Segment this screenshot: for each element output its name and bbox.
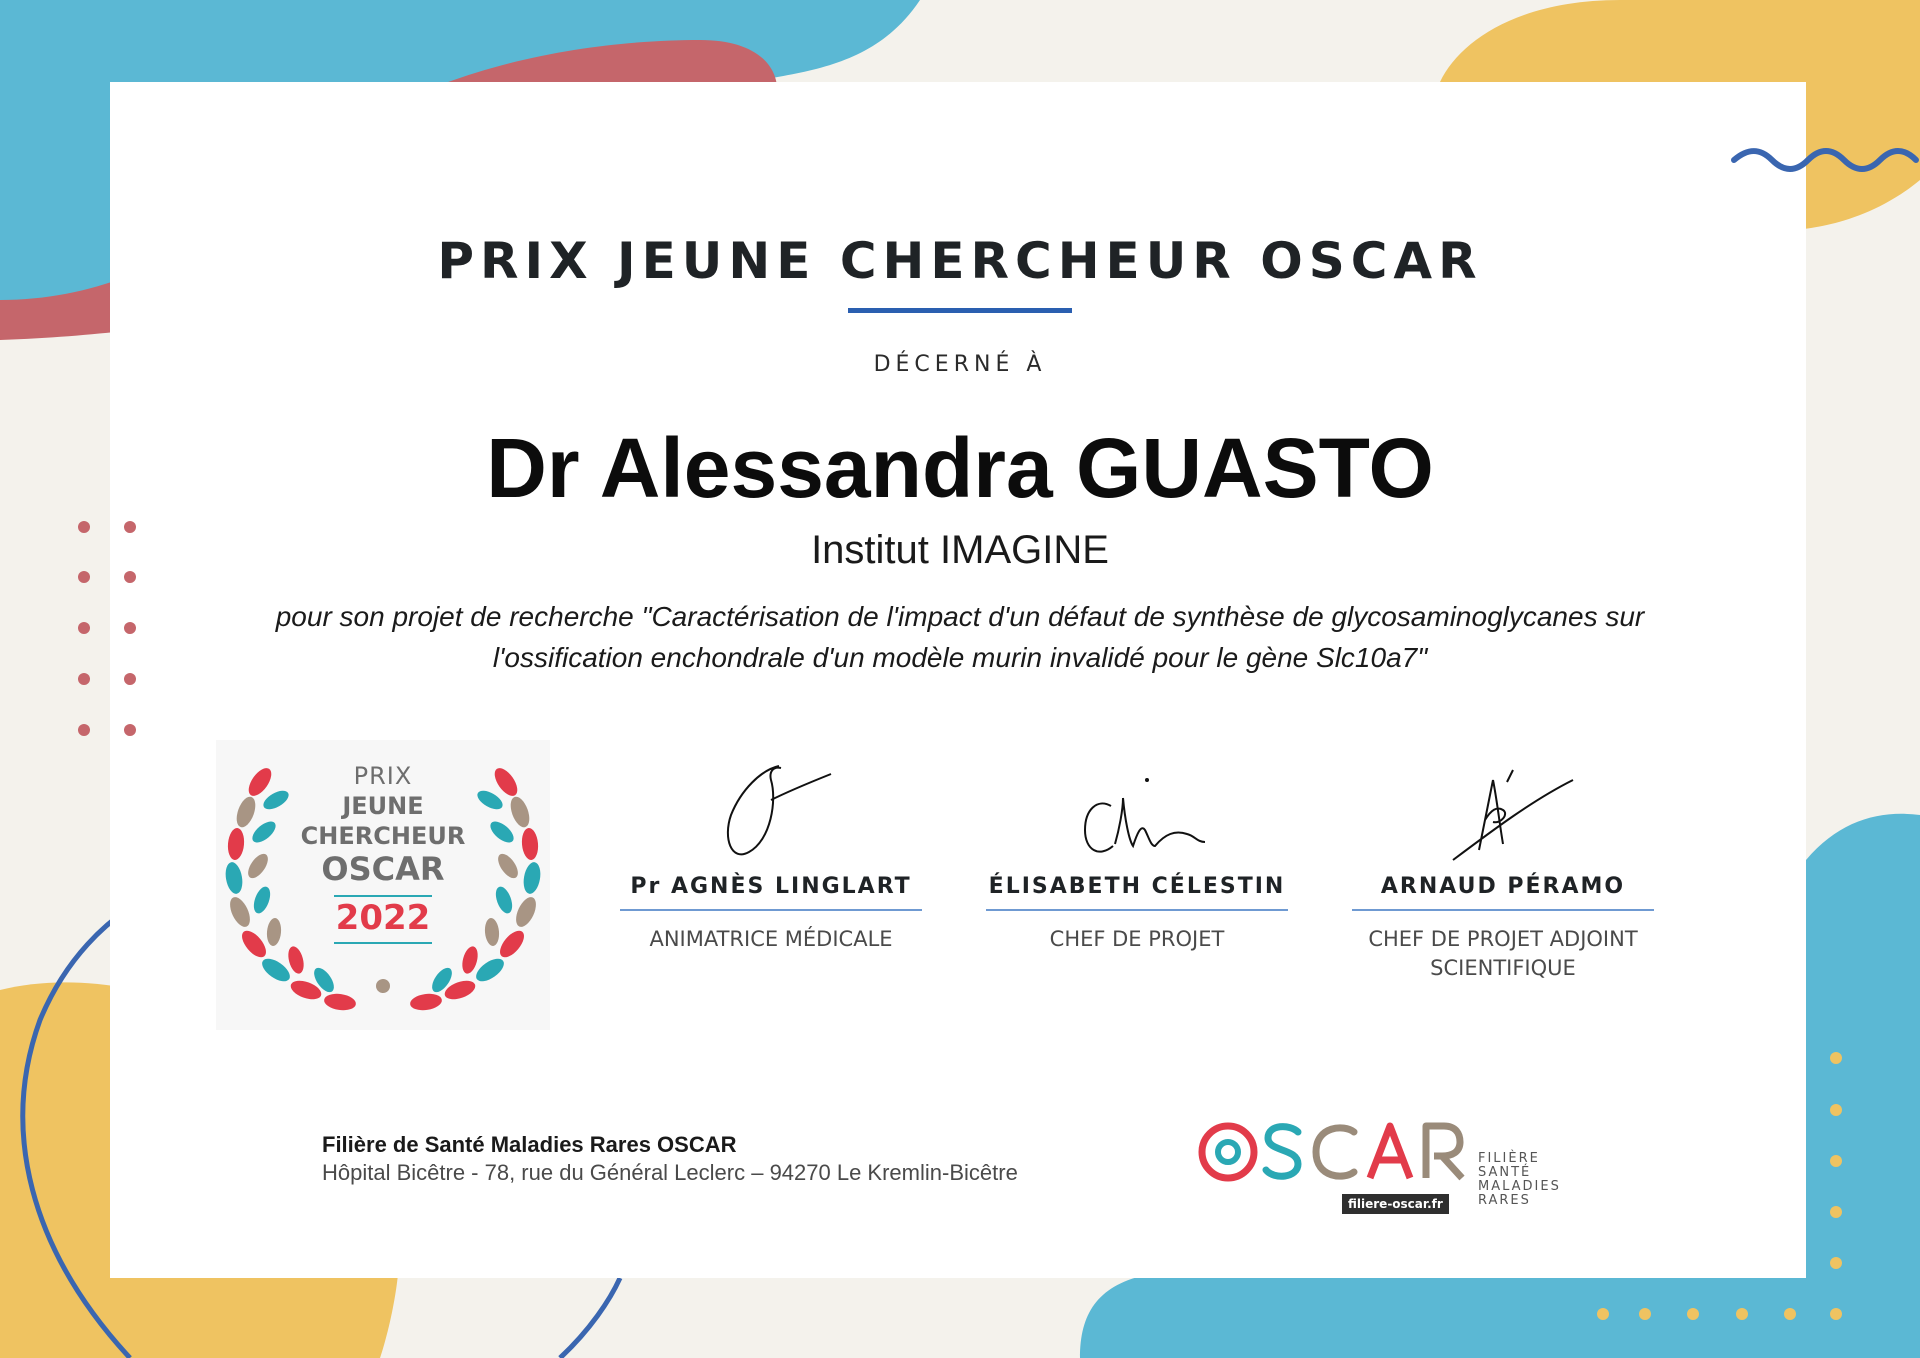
logo-subtitle-line-3: MALADIES	[1478, 1179, 1561, 1194]
blue-arc-bottom-middle	[560, 1278, 620, 1358]
recipient-name: Dr Alessandra GUASTO	[486, 421, 1434, 515]
badge-rule-top	[334, 895, 432, 897]
title-underline	[848, 308, 1072, 313]
signatory-1-role: ANIMATRICE MÉDICALE	[649, 927, 893, 951]
signatory-3-role-line-1: CHEF DE PROJET ADJOINT	[1368, 927, 1638, 951]
project-description	[220, 596, 1700, 678]
signature-peramo	[1423, 760, 1583, 870]
footer-organization: Filière de Santé Maladies Rares OSCAR	[322, 1132, 737, 1157]
signatory-1-name: Pr AGNÈS LINGLART	[620, 874, 922, 911]
logo-subtitle-line-1: FILIÈRE	[1478, 1151, 1540, 1166]
logo-subtitle-line-2: SANTÉ	[1478, 1165, 1532, 1180]
signature-linglart	[691, 760, 851, 870]
signatory-1	[620, 760, 922, 954]
signatory-2-name: ÉLISABETH CÉLESTIN	[986, 874, 1288, 911]
signatory-2-role: CHEF DE PROJET	[1049, 927, 1225, 951]
project-line-2: l'ossification enchondrale d'un modèle murin invalidé pour le gène Slc10a7"	[492, 642, 1428, 673]
logo-subtitle-line-4: RARES	[1478, 1193, 1531, 1208]
awarded-to-label: DÉCERNÉ À	[873, 352, 1047, 377]
signature-celestin	[1037, 760, 1237, 870]
footer-address: Hôpital Bicêtre - 78, rue du Général Leclerc – 94270 Le Kremlin-Bicêtre	[322, 1160, 1018, 1185]
project-line-1: pour son projet de recherche "Caractérisation de l'impact d'un défaut de synthèse de glycosaminoglycanes sur	[275, 601, 1645, 632]
certificate-title: PRIX JEUNE CHERCHEUR OSCAR	[437, 232, 1483, 290]
signatory-2	[986, 760, 1288, 954]
badge-prix: PRIX	[353, 762, 413, 790]
signatory-3-role-line-2: SCIENTIFIQUE	[1430, 956, 1576, 980]
logo-url: filiere-oscar.fr	[1342, 1194, 1449, 1214]
badge-oscar: OSCAR	[321, 850, 445, 888]
signatory-3-role	[1352, 925, 1654, 983]
signatory-3	[1352, 760, 1654, 983]
signatory-3-name: ARNAUD PÉRAMO	[1352, 874, 1654, 911]
badge-rule-bottom	[334, 942, 432, 944]
recipient-institute: Institut IMAGINE	[811, 528, 1109, 572]
badge-chercheur: CHERCHEUR	[300, 822, 466, 850]
badge-jeune: JEUNE	[342, 792, 424, 820]
award-badge	[216, 740, 550, 1030]
logo-subtitle	[1478, 1152, 1588, 1208]
oscar-logo	[1194, 1118, 1574, 1218]
oscar-wordmark-icon	[1194, 1118, 1474, 1196]
badge-year: 2022	[335, 898, 431, 938]
